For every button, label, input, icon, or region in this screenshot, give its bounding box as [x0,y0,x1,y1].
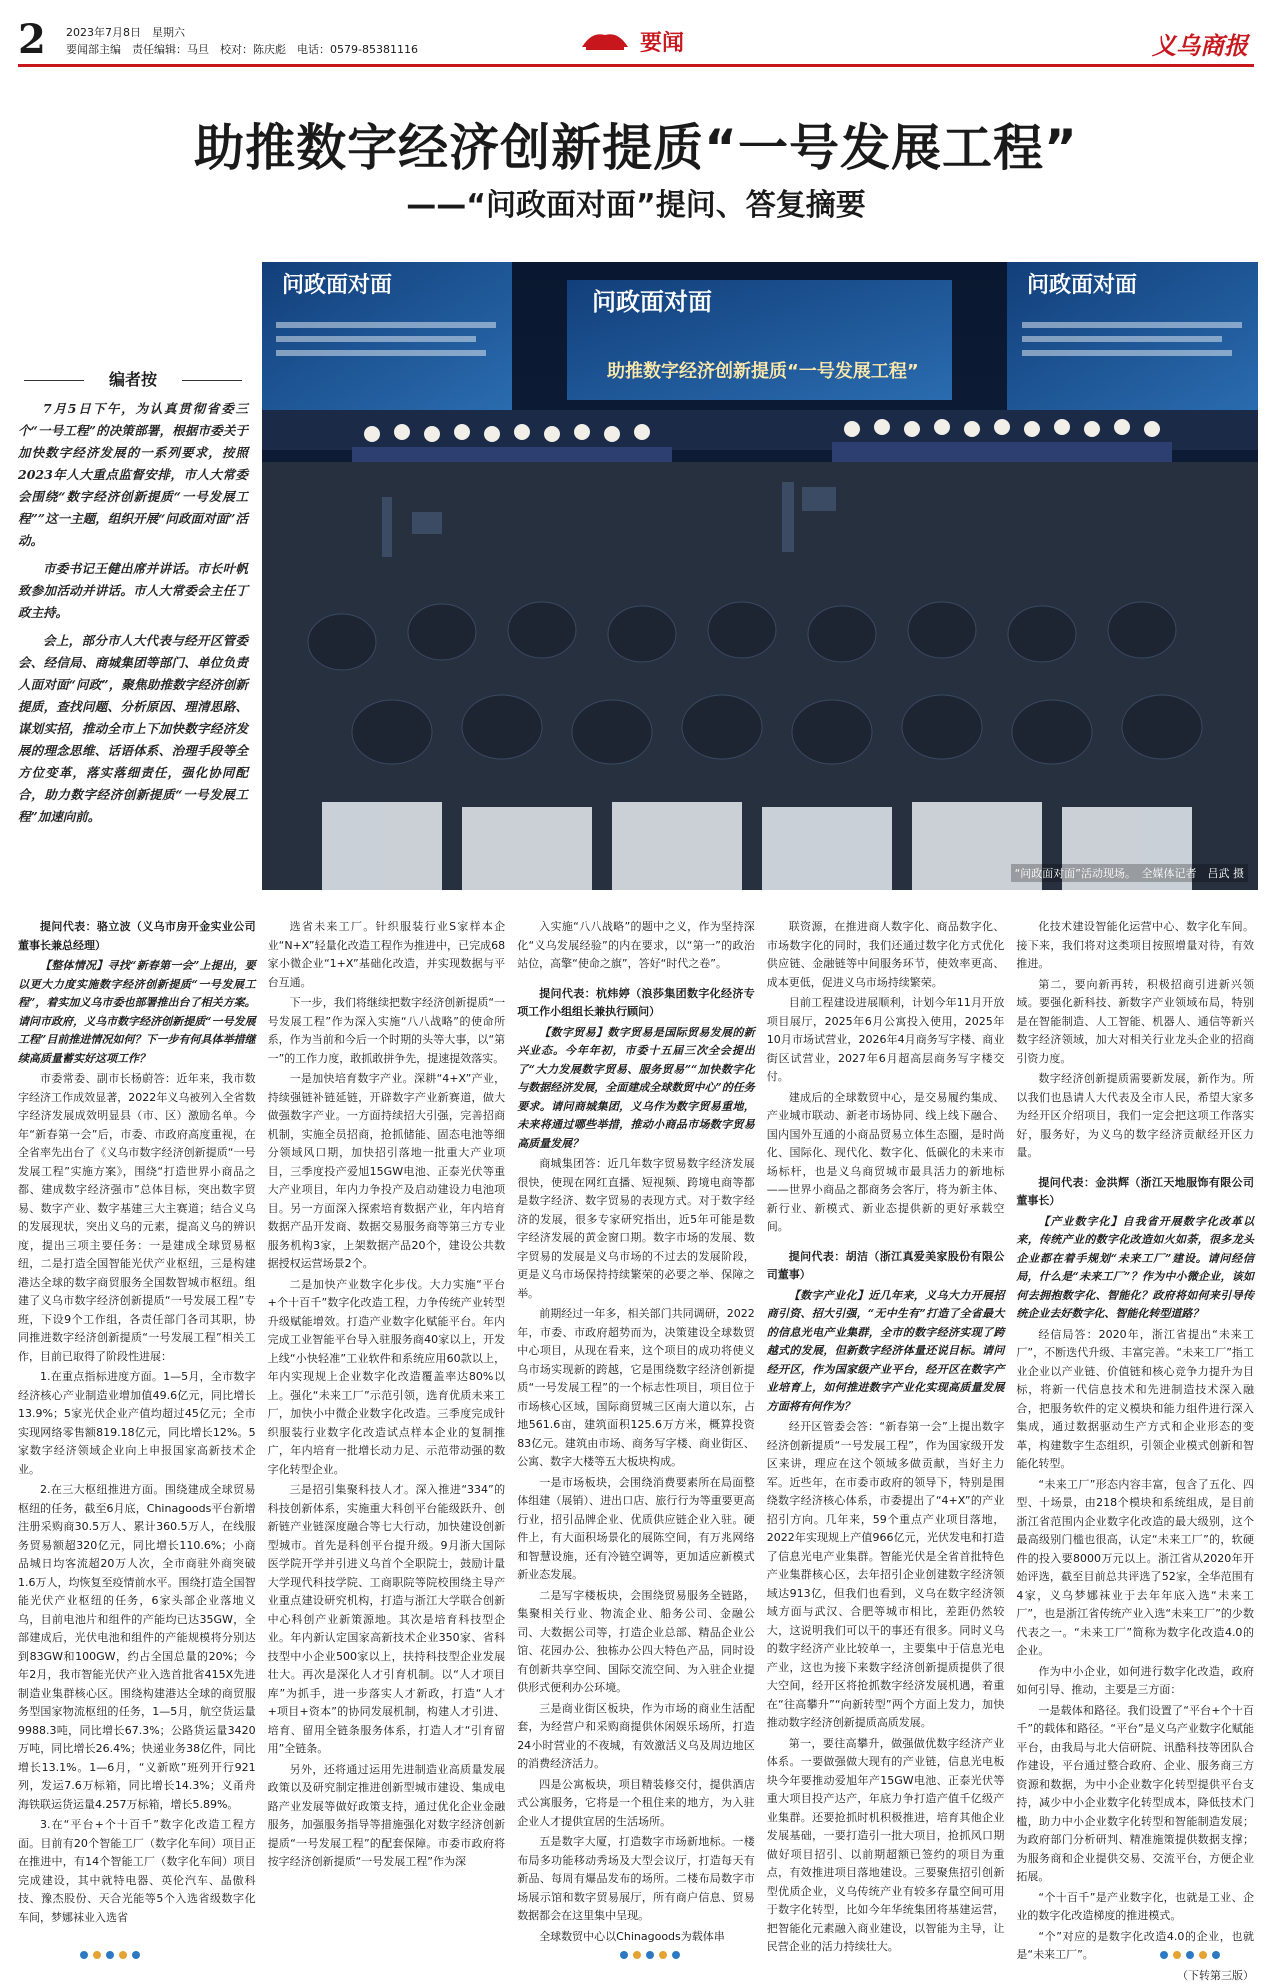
answer-paragraph: 五是数字大厦，打造数字市场新地标。一楼布局多功能移动秀场及大型会议厅，打造每天有新品、每周有爆品发布的场所。二楼布局数字市场展示馆和数字贸易展厅，所有商户信息、贸易数据都会在这里集中呈现。 [517,1833,755,1926]
answer-paragraph: 经信局答：2020年，浙江省提出“未来工厂”，不断迭代升级、丰富完善。“未来工厂”指工业企业以产业链、价值链和核心竞争力提升为目标，将新一代信息技术和先进制造技术深入融合，把服务软件的定义模块和能力组件进行深入集成，通过数据驱动生产方式和企业形态的变革，构建数字生态组织，引领企业模式创新和智能化转型。 [1016,1326,1254,1474]
answer-paragraph: 选省未来工厂。针织服装行业S家样本企业“N+X”轻量化改造工程作为推进中，已完成68家小微企业“1+X”基础化改造，并实现数据与平台互通。 [268,918,506,992]
answer-paragraph: 四是公寓板块，项目精装修交付，提供酒店式公寓服务，它将是一个租住来的地方，为入驻企业人才提供宜居的生活场所。 [517,1776,755,1832]
answer-paragraph: 一是市场板块，会围绕消费要素所在局面整体组建（展销）、进出口店、旅行行为等重要更高行业，招引品牌企业、优质供应链企业入驻。硬件上，有大面积场景化的展陈空间，有万兆网络和智慧设施，还有冷链空调等，更加适应新模式新业态发展。 [517,1474,755,1585]
question-text: 【数字贸易】数字贸易是国际贸易发展的新兴业态。今年年初，市委十五届三次全会提出了“大力发展数字贸易、服务贸易”“加快数字化与数据经济发展，全面建成全球数贸中心”的任务要求。请问商城集团，义乌作为数字贸易重地，未来将通过哪些举措，推动小商品市场数字贸易高质量发展？ [517,1024,755,1154]
answer-paragraph: 二是加快产业数字化步伐。大力实施“平台+个十百千”数字化改造工程，力争传统产业转型升级赋能增效。打造产业数字化赋能平台。年内完成工业智能平台导入驻服务商40家以上，开发上线“小快轻准”工业软件和系统应用60款以上，年内实现规上企业数字化改造覆盖率达80%以上。强化“未来工厂”示范引领，选育优质未来工厂，加快小中微企业数字化改造。三季度完成针织服装行业数字化改造试点样本企业的复制推广，年内培育一批增长动力足、示范带动强的数字化转型企业。 [268,1276,506,1480]
question-text: 【产业数字化】自我省开展数字化改革以来，传统产业的数字化改造如火如荼，很多龙头企业都在着手规划“未来工厂”建设。请问经信局，什么是“未来工厂”？作为中小微企业，该如何去拥抱数字化、智能化？政府将如何来引导传统企业去好数字化、智能化转型道路？ [1016,1213,1254,1324]
right-screen-logo: 问政面对面 [1027,272,1137,298]
date-line: 2023年7月8日 星期六 [66,24,418,41]
continued-note: （下转第三版） [1016,1967,1254,1985]
question-text: 【整体情况】寻找“新春第一会”上提出，要以更大力度实施数字经济创新提质“一号发展工程”，着实加义乌市委也部署推出台了相关方案。请问市政府，义乌市数字经济创新提质“一号发展工程”目前推进情况如何？下一步有何具体举措继续高质量蓄实好这项工作？ [18,957,256,1068]
event-photo [262,262,1258,890]
footer-dots-left [80,1951,180,1961]
answer-paragraph: 经开区管委会答：“新春第一会”上提出数字经济创新提质“一号发展工程”，作为国家级开发区来讲，理应在这个领域多做贡献，当好主力军。近些年，在市委市政府的领导下，特别是围绕数字经济核心体系，市委提出了“4+X”的产业招引方向。几年来，59个重点产业项目落地，2022年实现规上产值966亿元，光伏发电和打造了信息光电产业集群。智能光伏是全省首批特色产业集群核心区，去年招引企业创建数字经济领域达913亿，但我们也看到，义乌在数字经济领域方面与武汉、合肥等城市相比，差距仍然较大，这说明我们可以干的事还有很多。同时义乌的数字经济产业比较单一，主要集中于信息光电产业，这也为接下来数字经济创新提质提供了很大空间，经开区将抢抓数字经济发展机遇，着重在“往高攀升”“向新转型”两个方面上发力，加快推动数字经济创新提质高质发展。 [767,1418,1005,1733]
answer-paragraph: 1.在重点指标进度方面。1—5月，全市数字经济核心产业制造业增加值49.6亿元，同比增长13.9%；5家光伏企业产值均超过45亿元；全市实现网络零售额819.18亿元，同比增长12%。5家数字经济领域企业向上申报国家高新技术企业。 [18,1368,256,1479]
masthead [18,18,1254,66]
photo-caption: “问政面对面”活动现场。 全媒体记者 吕武 摄 [1011,864,1248,882]
article-column [18,918,256,1928]
editor-note-paragraph: 7月5日下午，为认真贯彻省委三个“一号工程”的决策部署，根据市委关于加快数字经济发展的一系列要求，按照2023年人大重点监督安排，市人大常委会围绕“数字经济创新提质“一号发展工程””这一主题，组织开展“问政面对面”活动。 [18,398,248,552]
article-column [1016,918,1254,1928]
section-logo-icon [578,29,632,53]
footer-dots-right [1160,1951,1260,1961]
event-photo-illustration [262,262,1258,890]
editor-note-body [18,398,248,828]
left-screen-logo: 问政面对面 [282,272,392,298]
answer-paragraph: 建成后的全球数贸中心，是交易履约集成、产业城市联动、新老市场协同、线上线下融合、国内国外互通的小商品贸易立体生态圈，是时尚化、国际化、现代化、数字化、低碳化的未来市场标杆，也是义乌商贸城市最具活力的新地标——世界小商品之都商务会客厅，将为新主体、新行业、新模式、新业态提供新的更好承载空间。 [767,1089,1005,1237]
answer-paragraph: 市委常委、副市长杨蔚答：近年来，我市数字经济工作成效显著，2022年义乌被列入全省数字经济发展成效明显县（市、区）激励名单。今年“新春第一会”后，市委、市政府高度重视，在全省率先出台了《义乌市数字经济创新提质“一号发展工程”实施方案》，围绕“打造世界小商品之都、建成数字经济强市”总体目标，突出数字贸易、数字产业、数字基建三大主赛道；结合义乌的发展现状，突出义乌的元素，提高义乌的辨识度，提出三项主要任务：一是建成全球贸易枢纽，二是打造全国智能光伏产业枢纽，三是构建港达全球的数字商贸服务全国数智城市枢纽。组建了义乌市数字经济创新提质“一号发展工程”专班，下设9个工作组，各责任部门各司其职，协同推进数字经济创新提质“一号发展工程”相关工作，目前已取得了阶段性进展： [18,1070,256,1366]
answer-paragraph: 全球数贸中心以Chinagoods为载体串 [517,1928,755,1947]
answer-paragraph: 商城集团答：近几年数字贸易数字经济发展很快，使现在网红直播、短视频、跨境电商等都是数字经济、数字贸易的表现方式。对于数字经济的发展，很多专家研究指出，近5年可能是数字经济发展的黄金窗口期。数字市场的发展、数字贸易的发展是义乌市场的不过去的发展阶段，更是义乌市场保持持续繁荣的必要之举、保障之举。 [517,1155,755,1303]
answer-paragraph: 数字经济创新提质需要新发展，新作为。所以我们也恳请人大代表及全市人民，希望大家多为经开区介绍项目，我们一定会把这项工作落实好，服务好，为义乌的数字经济贡献经开区力量。 [1016,1070,1254,1163]
answer-paragraph: 入实施“八八战略”的题中之义，作为坚持深化“义乌发展经验”的内在要求，以“第一”的政治站位，高擎“使命之旗”，答好“时代之卷”。 [517,918,755,974]
answer-paragraph: 一是载体和路径。我们设置了“平台+个十百千”的载体和路径。“平台”是义乌产业数字化赋能平台，由我局与北大信研院、讯酷科技等团队合作建设，平台通过整合政府、企业、服务商三方资源和数据，为中小企业数字化转型提供平台支持，减少中小企业数字化转型成本，降低技术门槛，助力中小企业数字化转型和智能制造发展；为政府部门分析研判、精准施策提供数据支撑；为服务商和企业提供交易、交流平台，方便企业拓展。 [1016,1702,1254,1887]
article-body [18,918,1254,1928]
answer-paragraph: 一是加快培育数字产业。深耕“4+X”产业，持续强链补链延链，开辟数字产业新赛道，做大做强数字产业。一方面持续招大引强，完善招商机制，实施全员招商，抢抓储能、固态电池等细分领域风口期，加快招引落地一批重大产业项目，三季度投产爱旭15GW电池、正泰光伏等重大产业项目，年内力争投产及启动建设力电池项目。另一方面深入探索培育数据产业，年内培育数据产品开发商、数据交易服务商等第三方专业服务机构3家，上架数据产品20个，建设公共数据授权运营场景2个。 [268,1070,506,1274]
editor-note-paragraph: 市委书记王健出席并讲话。市长叶帆致参加活动并讲话。市人大常委会主任丁政主持。 [18,558,248,624]
answer-paragraph: 2.在三大枢纽推进方面。围绕建成全球贸易枢纽的任务，截至6月底，Chinagoods平台新增注册采购商30.5万人、累计360.5万人，在线服务贸易额超320亿元，同比增长110.6%；小商品城日均客流超20万人次，全市商驻外商突破1.6万人，均恢复至疫情前水平。围绕打造全国智能光伏产业枢纽的任务，6家头部企业落地义乌，目前电池片和组件的产能均已达35GW，全部建成后，光伏电池和组件的产能规模将分别达到83GW和100GW，约占全国总量的20%；今年2月，我市智能光伏产业入选首批省415X先进制造业集群核心区。围绕构建港达全球的商贸服务型国家物流枢纽的任务，1—5月，航空货运量9988.3吨，同比增长67.3%；公路货运量3420万吨，同比增长26.4%；快递业务38亿件，同比增长13.1%。1—6月，“义新欧”班列开行921列，发运7.6万标箱，同比增长14.3%；义甬舟海铁联运货运量4.257万标箱，增长5.89%。 [18,1481,256,1814]
question-representative: 提问代表：胡洁（浙江真爱美家股份有限公司董事） [767,1248,1005,1285]
answer-paragraph: 三是商业街区板块，作为市场的商业生活配套，为经营户和采购商提供休闲娱乐场所，打造24小时营业的不夜城，有效激活义乌及周边地区的消费经济活力。 [517,1700,755,1774]
masthead-rule [18,64,1254,67]
answer-paragraph: “个”对应的是数字化改造4.0的企业，也就是“未来工厂”。 [1016,1928,1254,1965]
newspaper-brand: 义乌商报 [1152,26,1248,61]
page-title: 助推数字经济创新提质“一号发展工程” [0,118,1272,178]
answer-paragraph: “未来工厂”形态内容丰富，包含了五化、四型、十场景，由218个模块和系统组成，是目前浙江省范围内企业数字化改造的最大级别，这个最高级别门槛也很高，认定“未来工厂”的，软硬件的投入要8000万元以上。浙江省从2020年开始评选，截至目前总共评选了52家，全华范围有4家，义乌梦娜袜业于去年年底入选“未来工厂”，也是浙江省传统产业入选“未来工厂”的少数代表之一。“未来工厂”简称为数字化改造4.0的企业。 [1016,1476,1254,1661]
paragraph-spacer [1016,1165,1254,1174]
answer-paragraph: 前期经过一年多，相关部门共同调研，2022年，市委、市政府超势而为，决策建设全球数贸中心项目，从现在看来，这个项目的成功将使义乌市场实现新的跨越，它是围绕数字经济创新提质“一号发展工程”的一个标志性项目，项目位于市场核心区域，国际商贸城三区南大道以东，占地561.6亩，建筑面积125.6万方米，概算投资83亿元。建筑由市场、商务写字楼、商业街区、公寓、数字大楼等五大板块构成。 [517,1305,755,1472]
section-label: 要闻 [640,26,684,57]
question-representative: 提问代表：骆立波（义乌市房开金实业公司董事长兼总经理） [18,918,256,955]
question-representative: 提问代表：杭炜婷（浪莎集团数字化经济专项工作小组组长兼执行顾问） [517,985,755,1022]
page-number: 2 [18,18,46,62]
center-screen-logo: 问政面对面 [592,288,712,316]
answer-paragraph: 目前工程建设进展顺利，计划今年11月开放项目展厅，2025年6月公寓投入使用，2025年10月市场试营业，2026年4月商务写字楼、商业街区试营业，2027年6月超高层商务写字楼交付。 [767,994,1005,1087]
editor-note-paragraph: 会上，部分市人大代表与经开区管委会、经信局、商城集团等部门、单位负责人面对面“问政”，聚焦助推数字经济创新提质，查找问题、分析原因、理清思路、谋划实招，推动全市上下加快数字经济发展的理念思维、话语体系、治理手段等全方位变革，落实落细责任，强化协同配合，助力数字经济创新提质“一号发展工程”加速向前。 [18,630,248,828]
answer-paragraph: 二是写字楼板块，会围绕贸易服务全链路，集聚相关行业、物流企业、船务公司、金融公司、大数据公司等，打造企业总部、精品企业公馆、花园办公、独栋办公四大特色产品，同时设有创新共享空间、国际交流空间、为入驻企业提供形式便利办公环境。 [517,1587,755,1698]
paragraph-spacer [767,1239,1005,1248]
answer-paragraph: 联资源，在推进商人数字化、商品数字化、市场数字化的同时，我们还通过数字化方式优化供应链、金融链等中间服务环节，使效率更高、成本更低，促进义乌市场持续繁荣。 [767,918,1005,992]
answer-paragraph: 三是招引集聚科技人才。深入推进“334”的科技创新体系，实施重大科创平台能级跃升、创新链产业链深度融合等七大行动，加快建设创新型城市。首先是科创平台提升级。9月浙大国际医学院开学并引进义乌首个全职院士，鼓励计量大学现代科技学院、工商职院等院校围绕主导产业重点建设研究机构，打造与浙江大学联合创新中心科创产业新策源地。其次是培育科技型企业。年内新认定国家高新技术企业350家、省科技型中小企业500家以上，扶持科技型企业发展壮大。再次是深化人才引育机制。以“人才项目库”为抓手，进一步落实人才新政，打造“人才+项目+资本”的协同发展机制，构建人才引进、培育、留用全链条服务体系，打造人才“引育留用”全链条。 [268,1481,506,1759]
answer-paragraph: “个十百千”是产业数字化，也就是工业、企业的数字化改造梯度的推进模式。 [1016,1889,1254,1926]
article-column [767,918,1005,1928]
footer-dots-center [620,1951,720,1961]
answer-paragraph: 作为中小企业，如何进行数字化改造，政府如何引导、推动，主要是三方面： [1016,1663,1254,1700]
editor-note [18,368,248,828]
staff-line: 要闻部主编 责任编辑：马旦 校对：陈庆彪 电话：0579-85381116 [66,41,418,58]
answer-paragraph: 3.在“平台+个十百千”数字化改造工程方面。目前有20个智能工厂（数字化车间）项目正在推进中，有14个智能工厂（数字化车间）项目完成建设，其中就特电器、英伦汽车、晶傲科技、豫杰股份、天合光能等5个入选省级数字化车间，梦娜袜业入选省 [18,1816,256,1927]
editor-note-label: 编者按 [18,368,248,392]
answer-paragraph: 另外，还将通过运用先进制造业高质量发展政策以及研究制定推进创新型城市建设、集成电路产业发展等做好政策支持，通过优化企业金融服务，加强服务指导等措施强化对数字经济创新提质“一号发展工程”的配套保障。市委市政府将按字经济创新提质“一号发展工程”作为深 [268,1761,506,1872]
answer-paragraph: 第二，要向新再转，积极招商引进新兴领域。要强化新科技、新数字产业领域布局，特别是在智能制造、人工智能、机器人、通信等新兴数字经济领域，加大对相关行业龙头企业的招商引资力度。 [1016,976,1254,1069]
article-column [517,918,755,1928]
masthead-meta [66,24,418,58]
paragraph-spacer [517,976,755,985]
answer-paragraph: 化技术建设智能化运营中心、数字化车间。接下来，我们将对这类项目按照增量对待，有效推进。 [1016,918,1254,974]
question-text: 【数字产业化】近几年来，义乌大力开展招商引资、招大引强，“无中生有”打造了全省最大的信息光电产业集群，全市的数字经济实现了跨越式的发展，但新数字经济体量还说目标。请问经开区，作为国家级产业平台，经开区在数字产业培育上，如何推进数字产业化实现高质量发展方面将有何作为？ [767,1287,1005,1417]
answer-paragraph: 第一，要往高攀升，做强做优数字经济产业体系。一要做强做大现有的产业链，信息光电板块今年要推动爱旭年产15GW电池、正泰光伏等重大项目投产达产，年底力争打造产值千亿级产业集群。还要抢抓时机积极推进，培育其他企业发展基础，一要打造引一批大项目，抢抓风口期做好项目招引、以前期超额已签约的项目为重点，有效推进项目落地建设。三要聚焦招引创新型优质企业，义乌传统产业有较多存量空间可用于数字化转型，比如今年华统集团将基建运营，把智能化元素融入商业建设，以智能为主导，让民营企业的活力持续壮大。 [767,1735,1005,1957]
right-panel-table [832,442,1172,464]
answer-paragraph: 下一步，我们将继续把数字经济创新提质“一号发展工程”作为深入实施“八八战略”的使命所系，作为当前和今后一个时期的头等大事，以“第一”的工作力度，敢抓敢拼争先，提速提效落实。 [268,994,506,1068]
section-header [578,24,684,58]
stage-banner: 助推数字经济创新提质“一号发展工程” [607,360,919,382]
article-column [268,918,506,1928]
question-representative: 提问代表：金洪辉（浙江天地服饰有限公司董事长） [1016,1174,1254,1211]
page-subtitle: ——“问政面对面”提问、答复摘要 [0,186,1272,226]
